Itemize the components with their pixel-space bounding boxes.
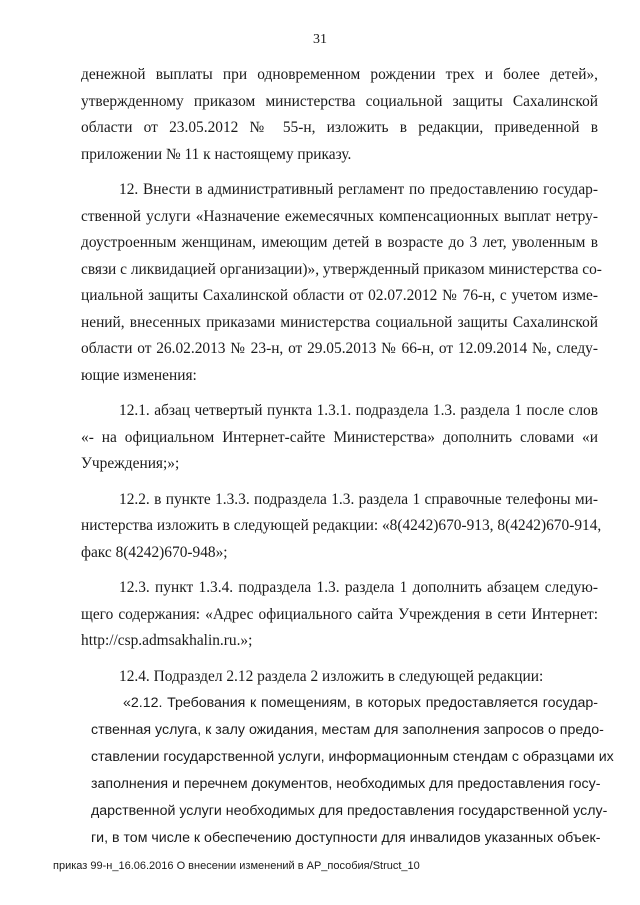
paragraph-12-3 [81,575,598,655]
text-line: ставлении государственной услуги, информационным стендам с образцами их [91,749,614,765]
document-body [81,62,614,852]
text-line: 12.1. абзац четвертый пункта 1.3.1. подраздела 1.3. раздела 1 после слов [119,402,598,419]
quoted-section-2-12 [81,690,614,852]
text-line: ственная услуга, к залу ожидания, местам для заполнения запросов о предо- [91,722,604,738]
paragraph-continuation [81,62,598,168]
paragraph-12 [81,177,602,389]
paragraph-12-4 [81,664,598,691]
text-line: приложении № 11 к настоящему приказу. [81,145,352,163]
text-line: 12.2. в пункте 1.3.3. подраздела 1.3. раздела 1 справочные телефоны ми- [119,490,598,508]
text-line: http://csp.admsakhalin.ru.»; [81,632,253,649]
text-line: «- на официальном Интернет-сайте Министерства» дополнить словами «и [81,428,598,446]
text-line: 12. Внести в административный регламент по предоставлению государ- [119,181,598,198]
text-line: связи с ликвидацией организации)», утвержденный приказом министерства со- [81,260,602,278]
text-line: ющие изменения: [81,366,197,384]
text-line: области от 23.05.2012 № 55-н, изложить в редакции, приведенной в [81,119,598,136]
text-line: ги, в том числе к обеспечению доступности для инвалидов указанных объек- [91,830,601,846]
page-number: 31 [313,32,327,47]
text-line: ственной услуги «Назначение ежемесячных компенсационных выплат нетру- [81,207,598,225]
text-line: доустроенным женщинам, имеющим детей в возрасте до 3 лет, уволенным в [81,234,598,251]
text-line: «2.12. Требования к помещениям, в которых предоставляется государ- [123,695,598,711]
text-line: нистерства изложить в следующей редакции: «8(4242)670-913, 8(4242)670-914, [81,517,602,534]
text-line: денежной выплаты при одновременном рождении трех и более детей», [81,66,598,83]
document-footer: приказ 99-н_16.06.2016 О внесении изменений в АР_пособия/Struct_10 [53,860,420,872]
text-line: дарственной услуги необходимых для предоставления государственной услу- [91,803,608,819]
text-line: заполнения и перечнем документов, необходимых для предоставления госу- [91,776,601,792]
paragraph-12-2 [81,487,602,567]
text-line: области от 26.02.2013 № 23-н, от 29.05.2013 № 66-н, от 12.09.2014 №, следу- [81,340,598,357]
text-line: нений, внесенных приказами министерства социальной защиты Сахалинской [81,313,598,331]
text-line: щего содержания: «Адрес официального сайта Учреждения в сети Интернет: [81,605,598,623]
text-line: утвержденному приказом министерства социальной защиты Сахалинской [81,92,598,110]
text-line: 12.4. Подраздел 2.12 раздела 2 изложить в следующей редакции: [119,667,544,685]
text-line: Учреждения;»; [81,455,180,472]
paragraph-12-1 [81,398,598,478]
text-line: факс 8(4242)670-948»; [81,543,228,561]
text-line: циальной защиты Сахалинской области от 02.07.2012 № 76-н, с учетом изме- [81,287,598,304]
text-line: 12.3. пункт 1.3.4. подраздела 1.3. раздела 1 дополнить абзацем следую- [119,579,598,596]
